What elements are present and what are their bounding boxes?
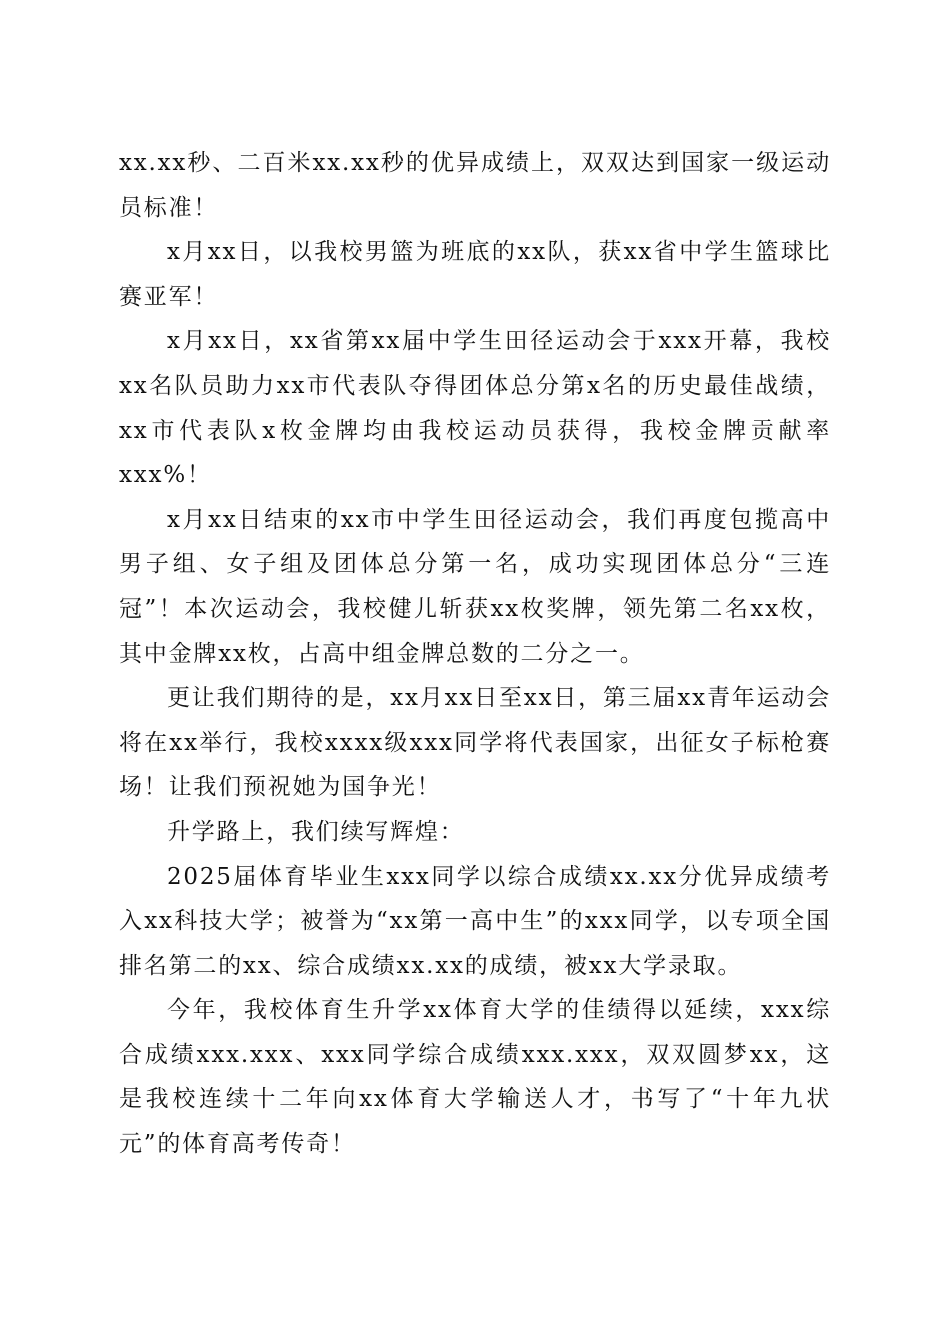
paragraph-basketball: x月xx日，以我校男篮为班底的xx队，获xx省中学生篮球比赛亚军！ bbox=[119, 239, 831, 310]
paragraph-record-results: xx.xx秒、二百米xx.xx秒的优异成绩上，双双达到国家一级运动员标准！ bbox=[119, 150, 831, 221]
paragraph-admission-heading: 升学路上，我们续写辉煌： bbox=[167, 818, 465, 845]
paragraph-sports-university: 今年，我校体育生升学xx体育大学的佳绩得以延续，xxx综合成绩xxx.xxx、xxx同学综合成绩xxx.xxx，双双圆梦xx，这是我校连续十二年向xx体育大学输送人才，书写了“十年九状元”的体育高考传奇！ bbox=[119, 997, 831, 1158]
paragraph-city-track: x月xx日结束的xx市中学生田径运动会，我们再度包揽高中男子组、女子组及团体总分第一名，成功实现团体总分“三连冠”！本次运动会，我校健儿斩获xx枚奖牌，领先第二名xx枚，其中金牌xx枚，占高中组金牌总数的二分之一。 bbox=[119, 506, 831, 667]
paragraph-youth-games: 更让我们期待的是，xx月xx日至xx日，第三届xx青年运动会将在xx举行，我校xxxx级xxx同学将代表国家，出征女子标枪赛场！让我们预祝她为国争光！ bbox=[119, 685, 831, 801]
paragraph-graduates-2025: 2025届体育毕业生xxx同学以综合成绩xx.xx分优异成绩考入xx科技大学；被誉为“xx第一高中生”的xxx同学，以专项全国排名第二的xx、综合成绩xx.xx的成绩，被xx大学录取。 bbox=[119, 863, 831, 979]
paragraph-provincial-track: x月xx日，xx省第xx届中学生田径运动会于xxx开幕，我校xx名队员助力xx市代表队夺得团体总分第x名的历史最佳战绩，xx市代表队x枚金牌均由我校运动员获得，我校金牌贡献率xxx%！ bbox=[119, 328, 831, 489]
document-body bbox=[119, 141, 831, 1167]
